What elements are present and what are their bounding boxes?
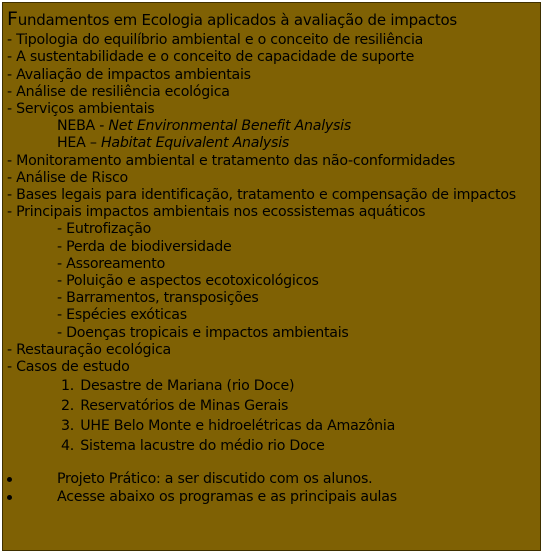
topic-item: - Restauração ecológica [7, 341, 171, 358]
panel-title [7, 8, 540, 30]
title-first-letter: F [7, 8, 18, 30]
impact-item: - Doenças tropicais e impactos ambientais [57, 324, 349, 341]
service-acronym: NEBA - [57, 118, 109, 135]
case-study-text: Sistema lacustre do médio rio Doce [80, 438, 325, 455]
topic-item: - Principais impactos ambientais nos ecossistemas aquáticos [7, 204, 426, 221]
topic-item: - Avaliação de impactos ambientais [7, 66, 251, 83]
case-study-number: 1. [61, 378, 75, 395]
note-item [7, 470, 540, 488]
bullet-icon [7, 495, 12, 500]
notes-list [7, 470, 540, 506]
case-study-item [61, 396, 540, 416]
impact-item: - Eutrofização [57, 221, 152, 238]
service-name: Net Environmental Benefit Analysis [108, 118, 352, 135]
bullet-icon [7, 477, 12, 482]
case-study-text: Desastre de Mariana (rio Doce) [80, 378, 295, 395]
impact-item: - Espécies exóticas [57, 307, 187, 324]
topic-item: - Monitoramento ambiental e tratamento das não-conformidades [7, 152, 455, 169]
case-study-number: 4. [61, 438, 75, 455]
note-item [7, 488, 540, 506]
topic-item: - Análise de resiliência ecológica [7, 83, 230, 100]
impact-item: - Perda de biodiversidade [57, 238, 232, 255]
service-item-hea [7, 135, 540, 152]
impact-item: - Poluição e aspectos ecotoxicológicos [57, 273, 319, 290]
topic-item: - Serviços ambientais [7, 101, 155, 118]
topic-item: - Análise de Risco [7, 169, 128, 186]
note-text: Acesse abaixo os programas e as principais aulas [57, 489, 397, 506]
impact-item: - Barramentos, transposições [57, 290, 259, 307]
case-study-item [61, 436, 540, 456]
course-content-panel [2, 2, 541, 551]
case-study-text: Reservatórios de Minas Gerais [80, 398, 289, 415]
topic-item: - Casos de estudo [7, 359, 130, 376]
service-acronym: HEA – [57, 135, 101, 152]
service-item-neba [7, 118, 540, 135]
topic-item: - Tipologia do equilíbrio ambiental e o conceito de resiliência [7, 32, 424, 49]
note-text: Projeto Prático: a ser discutido com os alunos. [57, 471, 373, 488]
service-name: Habitat Equivalent Analysis [100, 135, 290, 152]
title-text: undamentos em Ecologia aplicados à avaliação de impactos [17, 11, 457, 29]
case-study-number: 2. [61, 398, 75, 415]
topic-item: - Bases legais para identificação, tratamento e compensação de impactos [7, 187, 516, 204]
case-study-item [61, 376, 540, 396]
case-study-number: 3. [61, 418, 75, 435]
topic-item: - A sustentabilidade e o conceito de capacidade de suporte [7, 49, 415, 66]
case-study-list [7, 376, 540, 456]
impact-item: - Assoreamento [57, 255, 166, 272]
case-study-item [61, 416, 540, 436]
case-study-text: UHE Belo Monte e hidroelétricas da Amazônia [80, 418, 396, 435]
